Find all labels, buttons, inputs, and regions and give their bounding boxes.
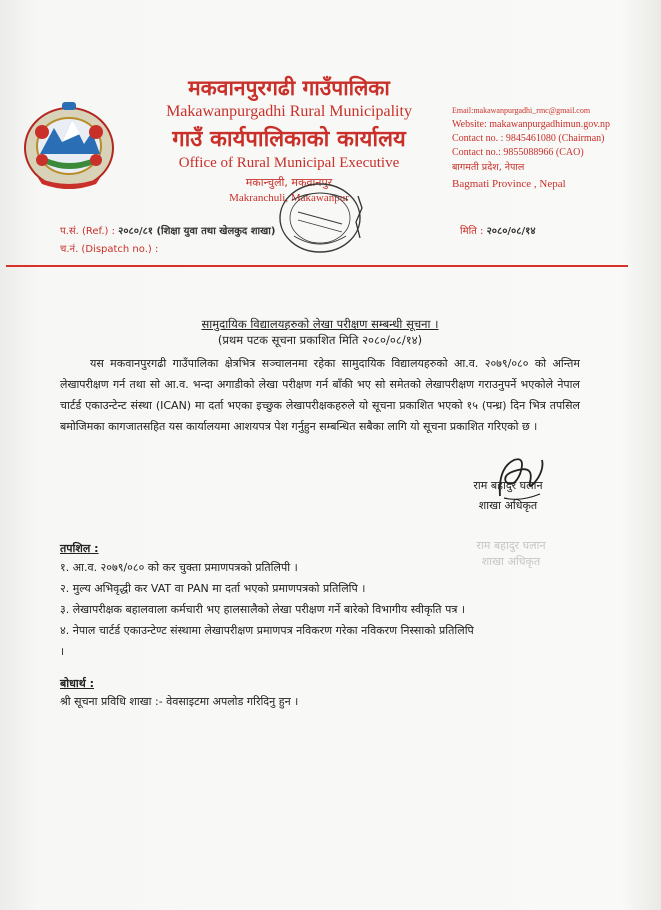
enclosure-item: ३. लेखापरीक्षक बहालवाला कर्मचारी भए हालसालैको लेखा परीक्षण गर्ने बारेको विभागीय स्वीकृति पत्र । (60, 603, 466, 616)
cc-heading: बोधार्थ : (60, 677, 95, 690)
enclosure-item: १. आ.व. २०७९/०८० को कर चुक्ता प्रमाणपत्रको प्रतिलिपी । (60, 561, 298, 574)
notice-subtitle: (प्रथम पटक सूचना प्रकाशित मिति २०८०/०८/१४) (217, 333, 423, 347)
reference-row (60, 223, 275, 241)
signatory-name: राम बहादुर घलान (473, 479, 543, 492)
dispatch-row (60, 241, 275, 259)
office-name-en: Office of Rural Municipal Executive (178, 155, 400, 171)
enclosure-item: २. मुल्य अभिवृद्धी कर VAT वा PAN मा दर्ता भएको प्रमाणपत्रको प्रतिलिपि । (60, 582, 366, 595)
cc-recipient: श्री सूचना प्रविधि शाखा :- वेवसाइटमा अपलोड गरिदिनु हुन । (60, 695, 299, 708)
contact-phone-chairman: Contact no. : 9845461080 (Chairman) (452, 133, 605, 144)
reference-number: २०८०/८१ (शिक्षा युवा तथा खेलकुद शाखा) (118, 226, 276, 237)
office-round-stamp-icon (262, 178, 366, 258)
location-en: Makranchuli, Makawanpur (229, 192, 349, 204)
stamp-name: राम बहादुर घलान (476, 539, 546, 552)
letter-date: २०८०/०८/१४ (486, 226, 536, 237)
contact-phone-cao: Contact no.: 9855088966 (CAO) (452, 147, 584, 158)
stamp-designation: शाखा अधिकृत (481, 555, 541, 568)
notice-subject-block (60, 316, 580, 348)
notice-body: यस मकवानपुरगढी गाउँपालिका क्षेत्रभित्र सञ्चालनमा रहेका सामुदायिक विद्यालयहरुको आ.व. २०७९/०८० को अन्तिम लेखापरीक्षण गर्न तथा सो आ.व. भन्दा अगाडीको लेखा परीक्षण गर्न बाँकी भए सो समेतको लेखापरीक्षण गराउनुपर्ने भएकोले नेपाल चार्टर्ड एकाउन्टेन्ट संस्था (ICAN) मा दर्ता भएका इच्छुक लेखापरीक्षकहरुले यो सूचना प्रकाशित भएको १५ (पन्ध्र) दिन भित्र तपसिल बमोजिमका कागजातसहित यस कार्यालयमा आशयपत्र पेश गर्नुहुन सम्बन्धित सबैका लागि यो सूचना प्रकाशित गरिएको छ । (60, 357, 580, 433)
contact-email: Email:makawanpurgadhi_rmc@gmail.com (452, 106, 591, 115)
office-name-np: गाउँ कार्यपालिकाको कार्यालय (172, 126, 406, 152)
enclosures-list (60, 557, 585, 662)
enclosure-item: ४. नेपाल चार्टर्ड एकाउन्टेण्ट संस्थामा लेखापरीक्षण प्रमाणपत्र नविकरण गरेका नविकरण निस्साको प्रतिलिपि (60, 624, 474, 637)
enclosures-heading: तपशिल : (60, 542, 99, 555)
reference-block (60, 223, 275, 259)
contact-website: Website: makawanpurgadhimun.gov.np (452, 119, 611, 130)
date-row (460, 223, 536, 237)
nepal-government-emblem-icon (22, 98, 116, 192)
date-label: मिति : (460, 226, 484, 237)
contact-block (452, 104, 652, 191)
province-en: Bagmati Province , Nepal (452, 178, 566, 190)
enclosure-item: । (60, 645, 65, 658)
municipality-name-np: मकवानपुरगढी गाउँपालिका (188, 75, 390, 100)
municipality-name-en: Makawanpurgadhi Rural Municipality (166, 103, 412, 120)
notice-subject: सामुदायिक विद्यालयहरुको लेखा परीक्षण सम्बन्धी सूचना । (201, 317, 439, 331)
location-np: मकान्चुली, मकवानपुर (245, 176, 333, 189)
signatory-designation: शाखा अधिकृत (478, 499, 538, 512)
dispatch-label: च.नं. (Dispatch no.) : (60, 244, 159, 255)
province-np: बागमती प्रदेश, नेपाल (452, 162, 525, 173)
header-divider (6, 265, 628, 267)
reference-label: प.सं. (Ref.) : (60, 226, 115, 237)
signatory-block (448, 476, 568, 516)
